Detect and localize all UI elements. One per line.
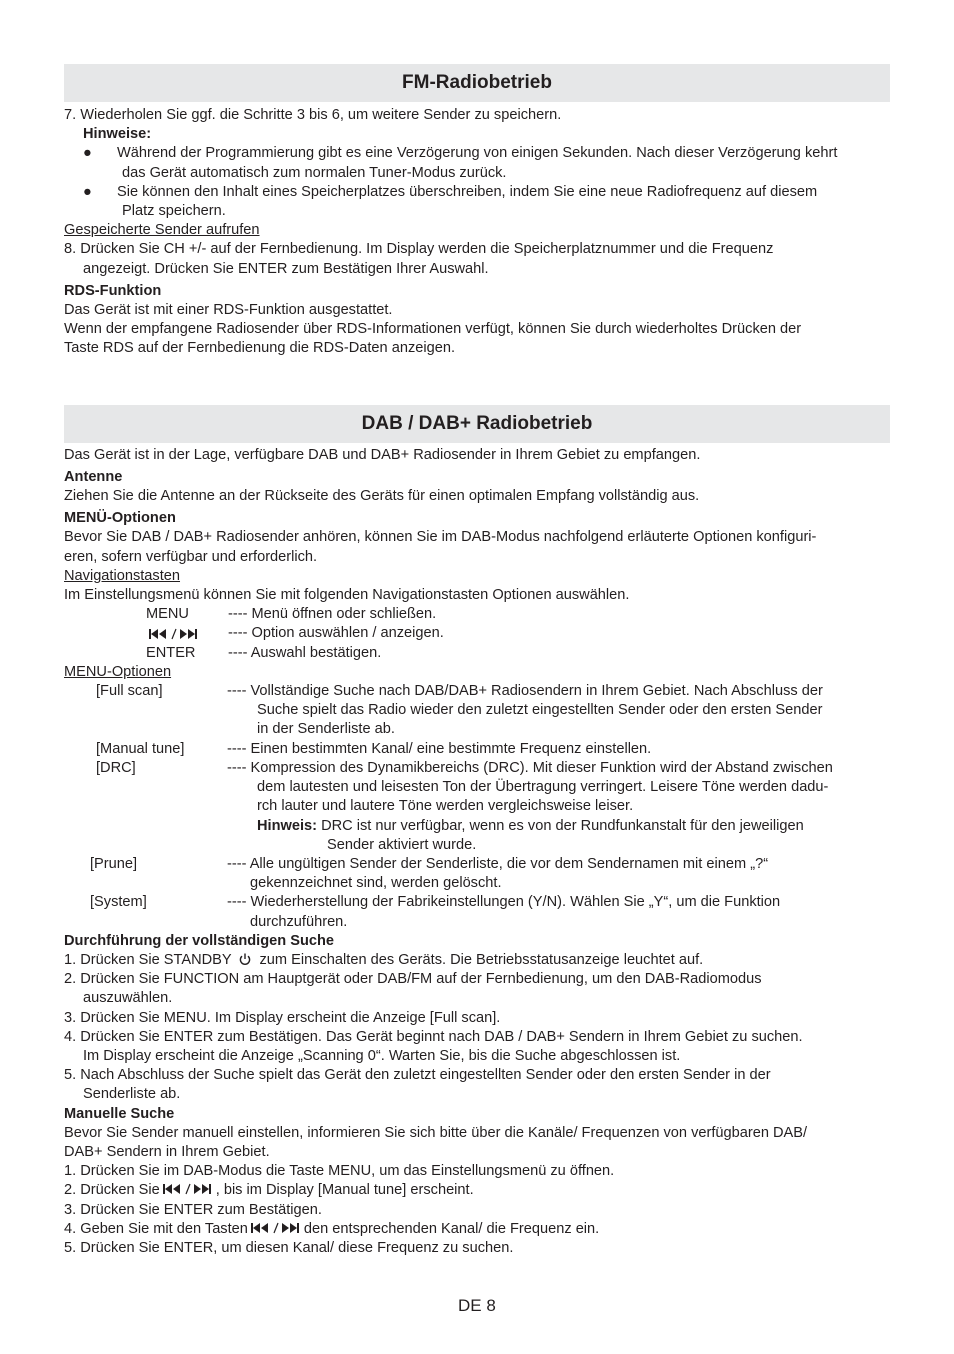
menu-options-text-1: Bevor Sie DAB / DAB+ Radiosender anhören, können Sie im DAB-Modus nachfolgend erläuterte Optionen konfiguri-: [64, 529, 817, 546]
rds-heading: RDS-Funktion: [64, 282, 162, 299]
full-step-1: [64, 951, 890, 970]
option-full-scan: [64, 682, 890, 740]
nav-desc-skip: ---- Option auswählen / anzeigen.: [228, 625, 444, 642]
nav-desc-menu: ---- Menü öffnen oder schließen.: [228, 606, 437, 623]
option-system-key: [System]: [90, 894, 147, 911]
option-system-line-1: ---- Wiederherstellung der Fabrikeinstellungen (Y/N). Wählen Sie „Y“, um die Funktion: [227, 894, 781, 911]
manual-intro-2: DAB+ Sendern in Ihrem Gebiet.: [64, 1143, 270, 1160]
antenna-text: Ziehen Sie die Antenne an der Rückseite des Geräts für einen optimalen Empfang vollständig aus.: [64, 488, 700, 505]
option-manual-tune-key: [Manual tune]: [96, 740, 185, 757]
page-number: DE 8: [458, 1296, 496, 1315]
standby-icon: [237, 952, 253, 966]
option-full-scan-line-3: in der Senderliste ab.: [257, 721, 395, 738]
option-drc-hint: [227, 817, 890, 836]
option-full-scan-line-2: Suche spielt das Radio wieder den zuletzt eingestellten Sender oder den ersten Sender: [257, 702, 823, 719]
rds-text-3: Taste RDS auf der Fernbedienung die RDS-Daten anzeigen.: [64, 340, 456, 357]
skip-back-forward-icon: [248, 1221, 304, 1235]
nav-row-enter: [64, 644, 890, 663]
option-prune: [64, 855, 890, 893]
manual-search-heading: Manuelle Suche: [64, 1105, 175, 1122]
nav-row-skip: [64, 624, 890, 643]
option-full-scan-line-1: ---- Vollständige Suche nach DAB/DAB+ Radiosendern in Ihrem Gebiet. Nach Abschluss der: [227, 683, 823, 700]
manual-page: [64, 64, 890, 1258]
manual-step-2-b: , bis im Display [Manual tune] erscheint.: [215, 1182, 474, 1199]
option-drc-key: [DRC]: [96, 759, 136, 776]
hinweise-label: Hinweise:: [83, 126, 152, 143]
option-drc-line-3: rch lauter und lautere Töne werden vergleichsweise leiser.: [257, 798, 634, 815]
note-bullet-2: [64, 183, 890, 221]
manual-step-3: 3. Drücken Sie ENTER zum Bestätigen.: [64, 1201, 322, 1218]
bullet-icon: ●: [83, 145, 92, 162]
antenna-heading: Antenne: [64, 468, 123, 485]
fm-step-8-line-a: 8. Drücken Sie CH +/- auf der Fernbedienung. Im Display werden die Speicherplatznummer und die Frequenz: [64, 241, 774, 258]
manual-step-4: [64, 1220, 890, 1239]
option-manual-tune: [64, 740, 890, 759]
nav-keys-text: Im Einstellungsmenü können Sie mit folgenden Navigationstasten Optionen auswählen.: [64, 587, 630, 604]
option-drc-line-1: ---- Kompression des Dynamikbereichs (DRC). Mit dieser Funktion wird der Abstand zwischen: [227, 759, 833, 776]
rds-text-1: Das Gerät ist mit einer RDS-Funktion ausgestattet.: [64, 302, 393, 319]
drc-hint-label: Hinweis:: [257, 817, 318, 834]
menu-options-list-heading: MENU-Optionen: [64, 663, 172, 680]
note-bullet-1-line-b: das Gerät automatisch zum normalen Tuner-Modus zurück.: [122, 164, 507, 181]
nav-key-menu: MENU: [146, 606, 189, 623]
full-step-2-a: 2. Drücken Sie FUNCTION am Hauptgerät oder DAB/FM auf der Fernbedienung, um den DAB-Radiomodus: [64, 971, 762, 988]
skip-back-forward-icon: [160, 1182, 216, 1196]
drc-hint-text-1: DRC ist nur verfügbar, wenn es von der Rundfunkanstalt für den jeweiligen: [317, 817, 804, 834]
manual-step-1: 1. Drücken Sie im DAB-Modus die Taste MENU, um das Einstellungsmenü zu öffnen.: [64, 1163, 615, 1180]
note-bullet-1-line-a: Während der Programmierung gibt es eine Verzögerung von einigen Sekunden. Nach dieser Verzögerung kehrt: [117, 145, 838, 162]
manual-step-2-a: 2. Drücken Sie: [64, 1182, 160, 1199]
option-system: [64, 893, 890, 931]
rds-text-2: Wenn der empfangene Radiosender über RDS-Informationen verfügt, können Sie durch wiederholtes Drücken der: [64, 321, 802, 338]
option-manual-tune-line-1: ---- Einen bestimmten Kanal/ eine bestimmte Frequenz einstellen.: [227, 740, 652, 757]
nav-keys-heading: Navigationstasten: [64, 567, 181, 584]
full-scan-heading: Durchführung der vollständigen Suche: [64, 932, 335, 949]
dab-section-heading: [64, 405, 890, 443]
drc-hint-text-2: Sender aktiviert wurde.: [327, 836, 477, 853]
full-step-1-a: 1. Drücken Sie STANDBY: [64, 951, 232, 968]
dab-intro: Das Gerät ist in der Lage, verfügbare DAB und DAB+ Radiosender in Ihrem Gebiet zu empfangen.: [64, 446, 701, 463]
option-drc-line-2: dem lautesten und leisesten Ton der Übertragung verringert. Leisere Töne werden dadu-: [257, 779, 829, 796]
fm-section-heading: [64, 64, 890, 102]
full-step-4-a: 4. Drücken Sie ENTER zum Bestätigen. Das Gerät beginnt nach DAB / DAB+ Sendern in Ihrem Gebiet zu suchen.: [64, 1028, 803, 1045]
full-step-2-b: auszuwählen.: [83, 990, 173, 1007]
skip-back-forward-icon: [146, 627, 198, 641]
option-prune-key: [Prune]: [90, 855, 138, 872]
nav-row-menu: [64, 605, 890, 624]
manual-intro-1: Bevor Sie Sender manuell einstellen, informieren Sie sich bitte über die Kanäle/ Frequenzen von verfügbaren DAB/: [64, 1124, 808, 1141]
nav-key-enter: ENTER: [146, 644, 196, 661]
menu-options-heading: MENÜ-Optionen: [64, 510, 176, 527]
option-prune-line-2: gekennzeichnet sind, werden gelöscht.: [250, 875, 502, 892]
option-drc: [64, 759, 890, 855]
note-bullet-2-line-a: Sie können den Inhalt eines Speicherplatzes überschreiben, indem Sie eine neue Radiofrequenz auf diesem: [117, 183, 818, 200]
full-step-5-a: 5. Nach Abschluss der Suche spielt das Gerät den zuletzt eingestellten Sender oder den ersten Sender in der: [64, 1067, 771, 1084]
full-step-5-b: Senderliste ab.: [83, 1086, 181, 1103]
note-bullet-2-line-b: Platz speichern.: [122, 203, 226, 220]
option-system-line-2: durchzuführen.: [250, 913, 348, 930]
bullet-icon: ●: [83, 183, 92, 200]
manual-step-5: 5. Drücken Sie ENTER, um diesen Kanal/ diese Frequenz zu suchen.: [64, 1239, 514, 1256]
manual-step-4-a: 4. Geben Sie mit den Tasten: [64, 1220, 248, 1237]
stored-stations-heading: Gespeicherte Sender aufrufen: [64, 222, 260, 239]
nav-key-skip: [64, 624, 228, 643]
fm-step-7: 7. Wiederholen Sie ggf. die Schritte 3 bis 6, um weitere Sender zu speichern.: [64, 107, 562, 123]
nav-desc-enter: ---- Auswahl bestätigen.: [228, 644, 382, 661]
full-step-3: 3. Drücken Sie MENU. Im Display erscheint die Anzeige [Full scan].: [64, 1009, 501, 1026]
fm-step-8-line-b: angezeigt. Drücken Sie ENTER zum Bestätigen Ihrer Auswahl.: [83, 260, 489, 277]
option-full-scan-key: [Full scan]: [96, 683, 163, 700]
option-prune-line-1: ---- Alle ungültigen Sender der Senderliste, die vor dem Sendernamen mit einem „?“: [227, 855, 769, 872]
manual-step-4-b: den entsprechenden Kanal/ die Frequenz ein.: [303, 1220, 600, 1237]
full-step-4-b: Im Display erscheint die Anzeige „Scanning 0“. Warten Sie, bis die Suche abgeschlossen ist.: [83, 1047, 681, 1064]
menu-options-text-2: eren, sofern verfügbar und erforderlich.: [64, 548, 318, 565]
note-bullet-1: [64, 144, 890, 182]
manual-step-2: [64, 1181, 890, 1200]
fm-step-8: [64, 240, 890, 278]
full-step-1-b: zum Einschalten des Geräts. Die Betriebsstatusanzeige leuchtet auf.: [259, 951, 704, 968]
dab-heading-text: DAB / DAB+ Radiobetrieb: [361, 412, 593, 434]
fm-heading-text: FM-Radiobetrieb: [402, 72, 552, 93]
